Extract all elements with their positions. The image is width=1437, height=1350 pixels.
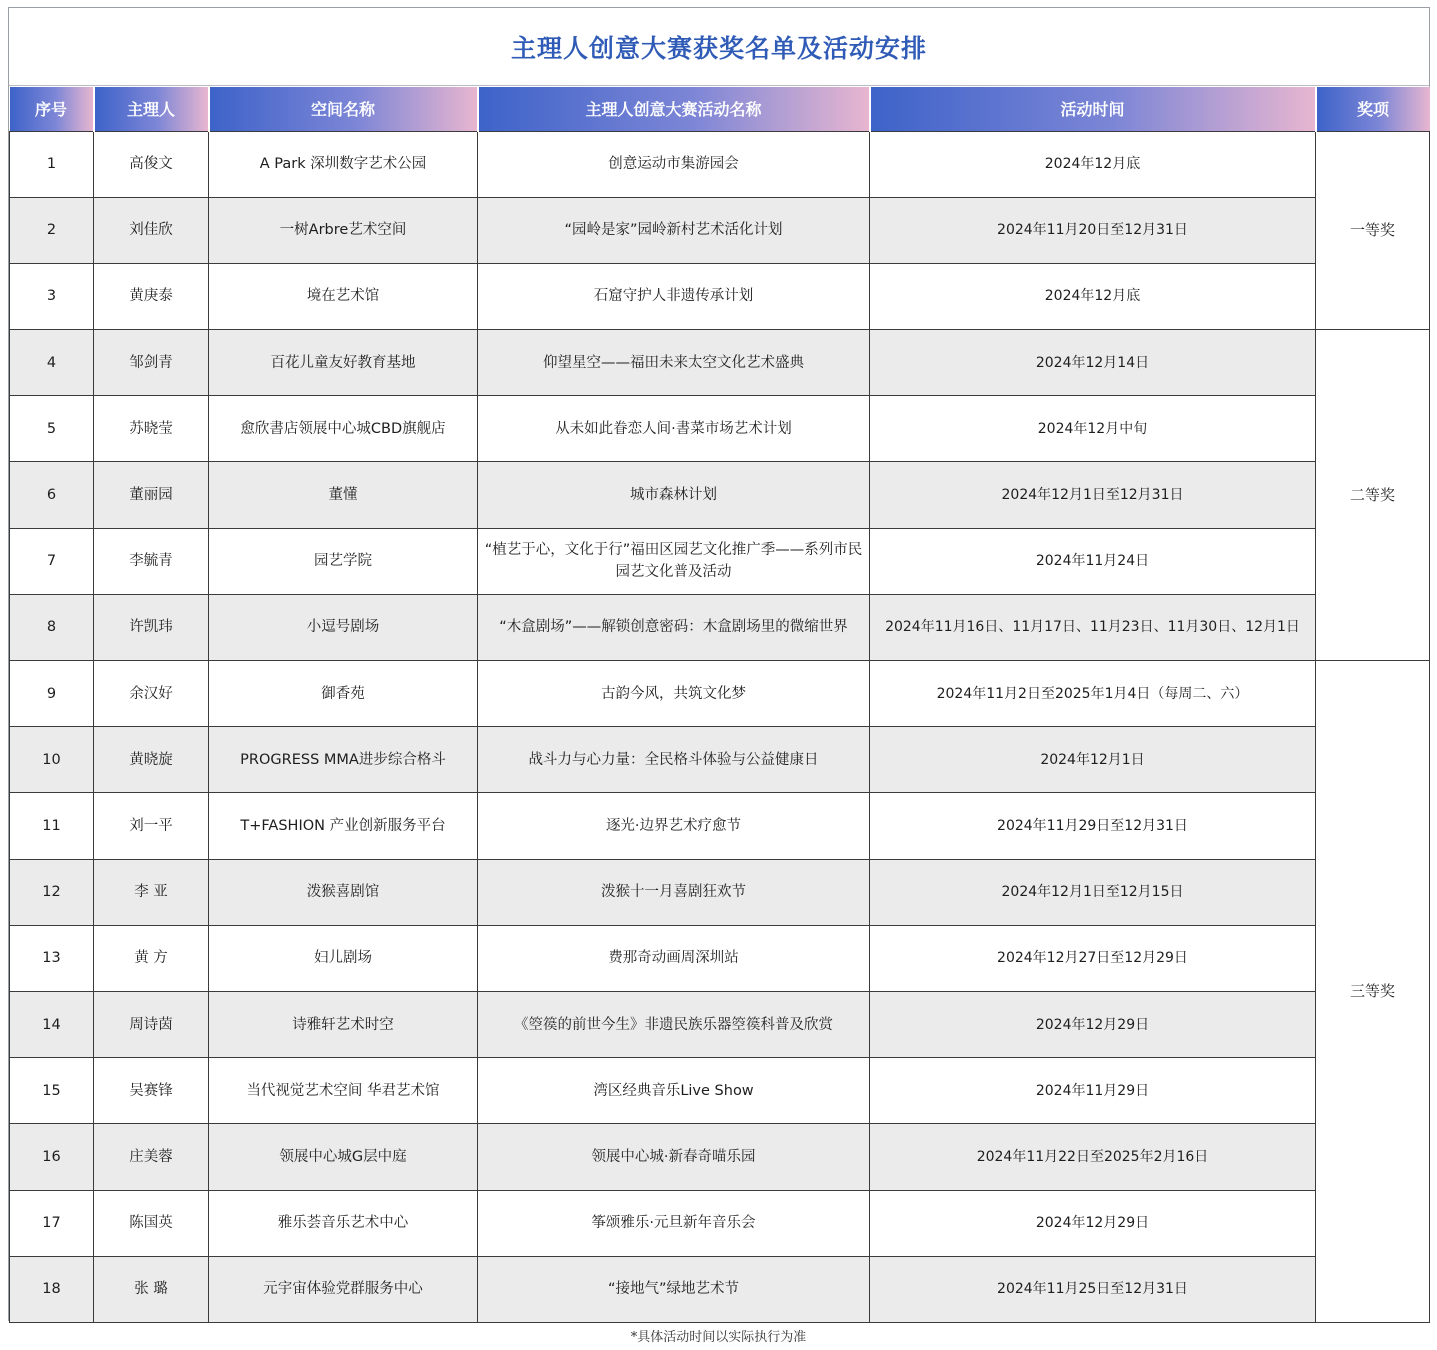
header-no: 序号	[10, 87, 94, 131]
cell-activity: 从未如此眷恋人间·書菜市场艺术计划	[478, 396, 870, 462]
award-cell: 三等奖	[1316, 661, 1430, 1323]
cell-space: PROGRESS MMA进步综合格斗	[209, 727, 478, 793]
cell-no: 2	[10, 197, 94, 263]
cell-time: 2024年11月25日至12月31日	[870, 1256, 1316, 1322]
cell-time: 2024年12月29日	[870, 1190, 1316, 1256]
header-time: 活动时间	[870, 87, 1316, 131]
table-row	[10, 859, 1430, 925]
document-title: 主理人创意大赛获奖名单及活动安排	[510, 33, 927, 63]
cell-no: 4	[10, 330, 94, 396]
cell-host: 周诗茵	[94, 991, 209, 1057]
table-row	[10, 1124, 1430, 1190]
cell-no: 6	[10, 462, 94, 528]
cell-time: 2024年11月29日	[870, 1058, 1316, 1124]
table-header	[10, 87, 1430, 131]
cell-host: 张 璐	[94, 1256, 209, 1322]
cell-space: 当代视觉艺术空间 华君艺术馆	[209, 1058, 478, 1124]
cell-activity: 筝颂雅乐·元旦新年音乐会	[478, 1190, 870, 1256]
cell-time: 2024年12月1日	[870, 727, 1316, 793]
cell-activity: 古韵今风，共筑文化梦	[478, 661, 870, 727]
table-body	[10, 131, 1430, 1322]
cell-space: 雅乐荟音乐艺术中心	[209, 1190, 478, 1256]
cell-time: 2024年11月20日至12月31日	[870, 197, 1316, 263]
cell-activity: 领展中心城·新春奇喵乐园	[478, 1124, 870, 1190]
cell-host: 刘佳欣	[94, 197, 209, 263]
header-award: 奖项	[1316, 87, 1430, 131]
cell-space: T+FASHION 产业创新服务平台	[209, 793, 478, 859]
cell-activity: 费那奇动画周深圳站	[478, 925, 870, 991]
table-row	[10, 330, 1430, 396]
cell-time: 2024年11月24日	[870, 528, 1316, 594]
cell-time: 2024年11月2日至2025年1月4日（每周二、六）	[870, 661, 1316, 727]
cell-time: 2024年12月1日至12月31日	[870, 462, 1316, 528]
cell-time: 2024年12月中旬	[870, 396, 1316, 462]
cell-no: 12	[10, 859, 94, 925]
document-frame	[8, 7, 1430, 1321]
cell-space: 元宇宙体验党群服务中心	[209, 1256, 478, 1322]
cell-space: 诗雅轩艺术时空	[209, 991, 478, 1057]
cell-host: 余汉好	[94, 661, 209, 727]
cell-space: 园艺学院	[209, 528, 478, 594]
cell-time: 2024年12月底	[870, 263, 1316, 329]
cell-activity: “植艺于心，文化于行”福田区园艺文化推广季——系列市民园艺文化普及活动	[478, 528, 870, 594]
header-space: 空间名称	[209, 87, 478, 131]
cell-activity: 湾区经典音乐Live Show	[478, 1058, 870, 1124]
cell-space: 御香苑	[209, 661, 478, 727]
cell-host: 黄 方	[94, 925, 209, 991]
cell-time: 2024年12月27日至12月29日	[870, 925, 1316, 991]
cell-no: 9	[10, 661, 94, 727]
cell-space: 一树Arbre艺术空间	[209, 197, 478, 263]
cell-no: 14	[10, 991, 94, 1057]
cell-space: 小逗号剧场	[209, 594, 478, 660]
table-row	[10, 991, 1430, 1057]
award-cell: 二等奖	[1316, 330, 1430, 661]
table-row	[10, 1256, 1430, 1322]
cell-activity: 战斗力与心力量：全民格斗体验与公益健康日	[478, 727, 870, 793]
table-row	[10, 661, 1430, 727]
footnote: *具体活动时间以实际执行为准	[630, 1330, 807, 1345]
cell-host: 董丽园	[94, 462, 209, 528]
cell-host: 陈国英	[94, 1190, 209, 1256]
cell-host: 李毓青	[94, 528, 209, 594]
cell-activity: 泼猴十一月喜剧狂欢节	[478, 859, 870, 925]
cell-host: 吴赛锋	[94, 1058, 209, 1124]
cell-no: 16	[10, 1124, 94, 1190]
cell-no: 11	[10, 793, 94, 859]
table-row	[10, 1190, 1430, 1256]
table-row	[10, 1058, 1430, 1124]
cell-host: 黄庚泰	[94, 263, 209, 329]
table-row	[10, 131, 1430, 197]
cell-time: 2024年11月22日至2025年2月16日	[870, 1124, 1316, 1190]
cell-space: 境在艺术馆	[209, 263, 478, 329]
cell-activity: 《箜篌的前世今生》非遗民族乐器箜篌科普及欣赏	[478, 991, 870, 1057]
cell-time: 2024年12月14日	[870, 330, 1316, 396]
table-row	[10, 462, 1430, 528]
cell-activity: “接地气”绿地艺术节	[478, 1256, 870, 1322]
cell-host: 黄晓旋	[94, 727, 209, 793]
cell-no: 17	[10, 1190, 94, 1256]
cell-space: 妇儿剧场	[209, 925, 478, 991]
title-bar	[9, 8, 1429, 86]
cell-activity: 仰望星空——福田未来太空文化艺术盛典	[478, 330, 870, 396]
header-row	[10, 87, 1430, 131]
cell-space: 董懂	[209, 462, 478, 528]
cell-host: 高俊文	[94, 131, 209, 197]
cell-no: 8	[10, 594, 94, 660]
award-cell: 一等奖	[1316, 131, 1430, 330]
cell-space: 愈欣書店领展中心城CBD旗舰店	[209, 396, 478, 462]
table-row	[10, 263, 1430, 329]
cell-host: 苏晓莹	[94, 396, 209, 462]
table-row	[10, 793, 1430, 859]
cell-activity: “木盒剧场”——解锁创意密码：木盒剧场里的微缩世界	[478, 594, 870, 660]
header-host: 主理人	[94, 87, 209, 131]
cell-time: 2024年12月底	[870, 131, 1316, 197]
cell-no: 7	[10, 528, 94, 594]
cell-no: 3	[10, 263, 94, 329]
table-row	[10, 528, 1430, 594]
cell-activity: 石窟守护人非遗传承计划	[478, 263, 870, 329]
cell-space: 泼猴喜剧馆	[209, 859, 478, 925]
cell-host: 刘一平	[94, 793, 209, 859]
cell-time: 2024年12月29日	[870, 991, 1316, 1057]
cell-space: 领展中心城G层中庭	[209, 1124, 478, 1190]
cell-host: 许凯玮	[94, 594, 209, 660]
cell-space: 百花儿童友好教育基地	[209, 330, 478, 396]
cell-no: 1	[10, 131, 94, 197]
cell-time: 2024年11月29日至12月31日	[870, 793, 1316, 859]
cell-no: 10	[10, 727, 94, 793]
awards-table	[9, 87, 1430, 1323]
table-row	[10, 594, 1430, 660]
cell-activity: 城市森林计划	[478, 462, 870, 528]
cell-no: 13	[10, 925, 94, 991]
cell-activity: 逐光·边界艺术疗愈节	[478, 793, 870, 859]
cell-host: 李 亚	[94, 859, 209, 925]
table-row	[10, 197, 1430, 263]
cell-activity: “园岭是家”园岭新村艺术活化计划	[478, 197, 870, 263]
table-row	[10, 727, 1430, 793]
header-activity: 主理人创意大赛活动名称	[478, 87, 870, 131]
table-row	[10, 396, 1430, 462]
cell-space: A Park 深圳数字艺术公园	[209, 131, 478, 197]
cell-time: 2024年11月16日、11月17日、11月23日、11月30日、12月1日	[870, 594, 1316, 660]
cell-no: 15	[10, 1058, 94, 1124]
table-row	[10, 925, 1430, 991]
cell-no: 18	[10, 1256, 94, 1322]
cell-host: 邹剑青	[94, 330, 209, 396]
cell-no: 5	[10, 396, 94, 462]
cell-activity: 创意运动市集游园会	[478, 131, 870, 197]
cell-time: 2024年12月1日至12月15日	[870, 859, 1316, 925]
cell-host: 庄美蓉	[94, 1124, 209, 1190]
